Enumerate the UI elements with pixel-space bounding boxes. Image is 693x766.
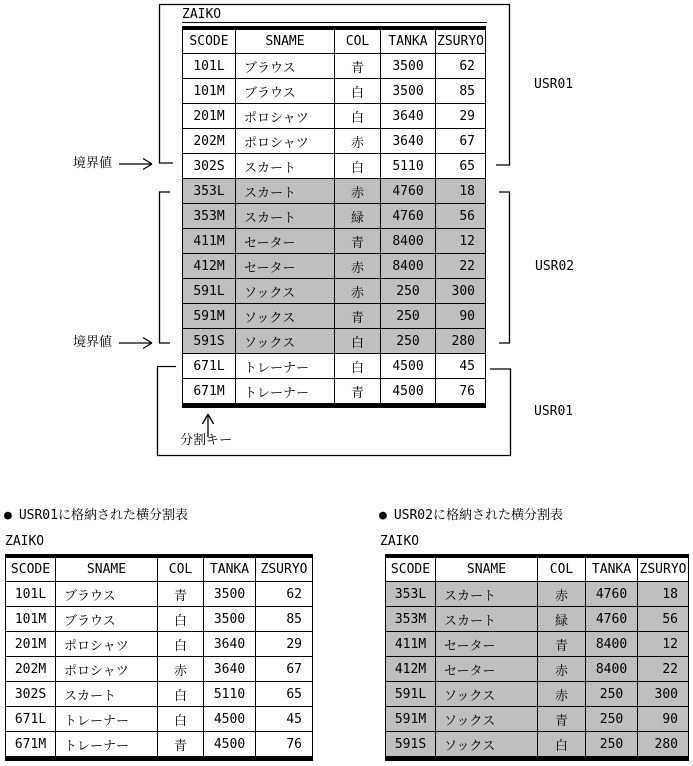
table-cell: 白 [538,732,586,759]
table-cell: 62 [256,582,313,607]
table-cell: 赤 [335,279,381,304]
table-row [6,732,313,759]
table-row [386,657,689,682]
table-cell: ソックス [236,329,335,354]
table-row [183,229,486,254]
table-cell: 671M [6,732,56,759]
table-cell: 4500 [204,732,256,759]
table-cell: スカート [236,154,335,179]
zaiko-usr02-split-table [385,554,689,761]
partition-key-label: 分割キー [180,433,233,448]
table-cell: 280 [436,329,486,354]
boundary-arrow-1-icon [119,159,152,170]
table-cell: 緑 [538,607,586,632]
table-row [183,179,486,204]
table-cell: 671L [6,707,56,732]
table-cell: 591S [183,329,236,354]
table-cell: 65 [256,682,313,707]
table-cell: 353L [183,179,236,204]
column-header: SCODE [183,28,236,54]
table-row [183,54,486,79]
table-row [6,632,313,657]
table-cell: 591M [183,304,236,329]
table-name-underline [182,22,487,23]
column-header: SNAME [236,28,335,54]
table-cell: セーター [236,229,335,254]
bullet-icon: ● [4,508,12,523]
split-table-usr01-name: ZAIKO [5,534,45,549]
split-table-usr02-name: ZAIKO [380,534,420,549]
table-cell: 12 [436,229,486,254]
table-cell: 302S [6,682,56,707]
group-label-usr01-top: USR01 [534,77,574,92]
table-cell: スカート [236,179,335,204]
table-cell: 76 [256,732,313,759]
table-cell: 65 [436,154,486,179]
table-cell: 85 [436,79,486,104]
table-cell: 302S [183,154,236,179]
column-header: ZSURYO [256,556,313,582]
table-row [183,254,486,279]
table-cell: 29 [436,104,486,129]
column-header: COL [158,556,204,582]
table-cell: 白 [335,354,381,379]
table-cell: 白 [158,607,204,632]
table-cell: 8400 [586,657,638,682]
table-cell: セーター [236,254,335,279]
table-row [183,204,486,229]
table-cell: 201M [6,632,56,657]
header-row [6,556,313,582]
table-cell: スカート [56,682,158,707]
table-cell: 412M [386,657,436,682]
table-row [386,607,689,632]
table-cell: 緑 [335,204,381,229]
table-row [386,632,689,657]
table-cell: 201M [183,104,236,129]
table-cell: 赤 [538,657,586,682]
table-cell: 3500 [381,54,436,79]
table-cell: 青 [335,379,381,406]
table-cell: 101M [183,79,236,104]
table-row [183,104,486,129]
table-cell: セーター [436,632,538,657]
table-cell: 45 [256,707,313,732]
table-cell: 29 [256,632,313,657]
table-row [183,329,486,354]
table-cell: ブラウス [56,582,158,607]
table-cell: 67 [256,657,313,682]
table-cell: 3500 [204,607,256,632]
table-row [183,154,486,179]
column-header: ZSURYO [436,28,486,54]
table-row [386,682,689,707]
table-row [386,732,689,759]
table-cell: 353M [183,204,236,229]
table-row [386,582,689,607]
boundary-value-label-1: 境界値 [73,156,113,171]
table-cell: 250 [381,304,436,329]
table-cell: 591M [386,707,436,732]
table-cell: 250 [381,279,436,304]
table-cell: 300 [638,682,689,707]
table-cell: 101L [183,54,236,79]
table-cell: 青 [538,632,586,657]
table-cell: 67 [436,129,486,154]
column-header: SNAME [436,556,538,582]
boundary-value-label-2: 境界値 [73,335,113,350]
table-cell: 90 [638,707,689,732]
table-cell: 白 [335,79,381,104]
bullet-icon: ● [379,508,387,523]
table-cell: 赤 [158,657,204,682]
table-cell: 671M [183,379,236,406]
column-header: TANKA [204,556,256,582]
table-cell: 671L [183,354,236,379]
table-cell: 300 [436,279,486,304]
table-cell: 赤 [538,582,586,607]
table-cell: 赤 [335,254,381,279]
table-row [183,354,486,379]
table-cell: 赤 [335,129,381,154]
table-cell: ポロシャツ [56,657,158,682]
column-header: ZSURYO [638,556,689,582]
table-cell: 591S [386,732,436,759]
table-cell: ソックス [436,682,538,707]
table-row [6,582,313,607]
column-header: TANKA [586,556,638,582]
table-cell: 411M [183,229,236,254]
split-table-usr02-heading-text: USR02に格納された横分割表 [393,508,563,523]
header-row [183,28,486,54]
table-cell: 22 [638,657,689,682]
table-cell: ポロシャツ [56,632,158,657]
table-cell: 250 [586,732,638,759]
table-cell: 12 [638,632,689,657]
table-cell: スカート [236,204,335,229]
table-cell: 青 [335,54,381,79]
table-cell: 白 [158,707,204,732]
main-table-name: ZAIKO [182,7,222,22]
table-cell: スカート [436,582,538,607]
table-cell: 青 [158,582,204,607]
table-cell: 8400 [381,254,436,279]
bracket-usr02-right [499,192,510,343]
column-header: COL [335,28,381,54]
table-cell: 250 [381,329,436,354]
table-cell: 4500 [204,707,256,732]
table-cell: 3640 [381,129,436,154]
table-cell: 4760 [586,607,638,632]
table-cell: 白 [335,104,381,129]
table-cell: 62 [436,54,486,79]
table-cell: 白 [158,682,204,707]
table-cell: 4760 [381,179,436,204]
table-cell: 青 [335,229,381,254]
split-table-usr02-heading [379,508,563,523]
column-header: COL [538,556,586,582]
table-cell: 76 [436,379,486,406]
table-cell: 411M [386,632,436,657]
table-cell: 赤 [335,179,381,204]
zaiko-main-table [182,26,486,408]
table-row [6,707,313,732]
split-table-usr01-heading [4,508,188,523]
table-cell: 250 [586,707,638,732]
table-cell: ソックス [436,732,538,759]
table-cell: 101L [6,582,56,607]
table-cell: 591L [183,279,236,304]
table-cell: ブラウス [236,79,335,104]
table-row [6,607,313,632]
table-cell: 101M [6,607,56,632]
table-cell: 591L [386,682,436,707]
zaiko-usr01-split-table [5,554,313,761]
table-cell: 22 [436,254,486,279]
table-row [183,129,486,154]
table-cell: 白 [335,329,381,354]
table-row [183,379,486,406]
group-label-usr01-bottom: USR01 [534,404,574,419]
table-cell: 56 [638,607,689,632]
table-cell: 90 [436,304,486,329]
table-cell: ブラウス [236,54,335,79]
column-header: SCODE [6,556,56,582]
split-table-usr01-heading-text: USR01に格納された横分割表 [18,508,188,523]
table-cell: トレーナー [236,354,335,379]
table-cell: 3500 [204,582,256,607]
table-cell: 青 [335,304,381,329]
table-cell: スカート [436,607,538,632]
table-cell: 3640 [204,632,256,657]
table-row [183,79,486,104]
table-cell: トレーナー [236,379,335,406]
table-cell: 3500 [381,79,436,104]
table-row [183,279,486,304]
header-row [386,556,689,582]
table-cell: 18 [638,582,689,607]
table-cell: 18 [436,179,486,204]
table-cell: 5110 [204,682,256,707]
table-cell: ソックス [236,279,335,304]
table-cell: トレーナー [56,707,158,732]
table-cell: 4760 [586,582,638,607]
table-cell: ブラウス [56,607,158,632]
column-header: SNAME [56,556,158,582]
table-row [6,657,313,682]
table-cell: 85 [256,607,313,632]
table-cell: 8400 [381,229,436,254]
table-cell: 280 [638,732,689,759]
bracket-usr02-left [160,192,171,343]
table-cell: 353M [386,607,436,632]
table-cell: ポロシャツ [236,129,335,154]
table-cell: 56 [436,204,486,229]
column-header: TANKA [381,28,436,54]
group-label-usr02: USR02 [535,259,575,274]
table-cell: 202M [183,129,236,154]
table-cell: 412M [183,254,236,279]
boundary-arrow-2-icon [119,338,152,349]
table-cell: セーター [436,657,538,682]
table-cell: 3640 [204,657,256,682]
table-row [6,682,313,707]
table-cell: 8400 [586,632,638,657]
table-cell: 250 [586,682,638,707]
table-cell: 202M [6,657,56,682]
table-cell: 白 [158,632,204,657]
table-cell: 5110 [381,154,436,179]
table-row [183,304,486,329]
table-cell: 45 [436,354,486,379]
table-cell: 353L [386,582,436,607]
table-cell: 4500 [381,379,436,406]
table-cell: ポロシャツ [236,104,335,129]
table-cell: 青 [538,707,586,732]
table-cell: 赤 [538,682,586,707]
table-cell: ソックス [436,707,538,732]
table-cell: 3640 [381,104,436,129]
column-header: SCODE [386,556,436,582]
table-row [386,707,689,732]
table-cell: 白 [335,154,381,179]
table-cell: ソックス [236,304,335,329]
table-cell: 4760 [381,204,436,229]
table-cell: 青 [158,732,204,759]
table-cell: 4500 [381,354,436,379]
table-cell: トレーナー [56,732,158,759]
